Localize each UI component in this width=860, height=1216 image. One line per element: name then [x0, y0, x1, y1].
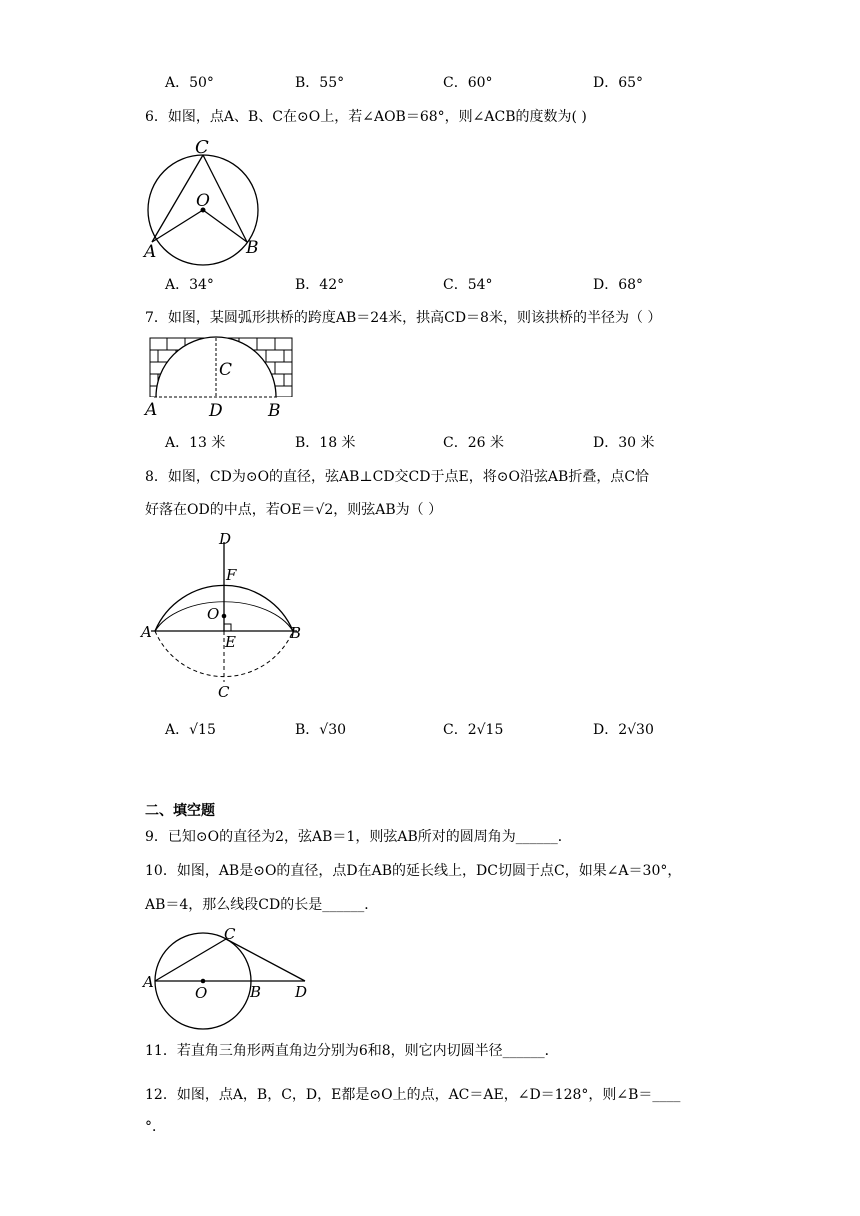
- q9-question: 9．已知⊙O的直径为2，弦AB＝1，则弦AB所对的圆周角为______．: [145, 829, 572, 845]
- q8-option-c: C．2√15: [443, 722, 504, 738]
- q6-label-o: O: [196, 191, 210, 211]
- q10-label-b: B: [250, 983, 262, 1001]
- q8-label-e: E: [225, 633, 236, 651]
- q6-figure: [140, 135, 270, 263]
- q5-option-b: B．55°: [295, 75, 345, 91]
- q10-label-d: D: [295, 983, 308, 1001]
- q8-option-a: A．√15: [165, 722, 216, 738]
- q10-label-o: O: [195, 984, 208, 1002]
- q7-label-a: A: [145, 400, 158, 420]
- q12-question-line2: °．: [145, 1119, 166, 1135]
- q7-option-c: C．26 米: [443, 435, 504, 451]
- q7-option-d: D．30 米: [593, 435, 655, 451]
- q7-label-b: B: [268, 401, 281, 421]
- q8-label-b: B: [290, 624, 302, 642]
- q8-option-b: B．√30: [295, 722, 347, 738]
- section-title: 二、填空题: [145, 803, 215, 819]
- q7-figure: [145, 335, 305, 423]
- q7-label-d: D: [209, 401, 223, 421]
- q8-question-line1: 8．如图，CD为⊙O的直径，弦AB⊥CD交CD于点E，将⊙O沿弦AB折叠，点C恰: [145, 469, 650, 485]
- q8-label-o: O: [207, 605, 220, 623]
- q5-option-c: C．60°: [443, 75, 493, 91]
- q6-question: 6．如图，点A、B、C在⊙O上，若∠AOB＝68°，则∠ACB的度数为( ): [145, 109, 587, 125]
- q6-option-a: A．34°: [165, 277, 214, 293]
- q8-label-d: D: [219, 530, 232, 548]
- q6-label-a: A: [144, 242, 157, 262]
- q10-question-line1: 10．如图，AB是⊙O的直径，点D在AB的延长线上，DC切圆于点C，如果∠A＝30°，: [145, 863, 682, 879]
- q5-option-a: A．50°: [165, 75, 214, 91]
- q7-option-a: A．13 米: [165, 435, 226, 451]
- q7-option-b: B．18 米: [295, 435, 356, 451]
- q10-label-c: C: [224, 925, 236, 943]
- q12-question-line1: 12．如图，点A，B，C，D，E都是⊙O上的点，AC＝AE，∠D＝128°，则∠B＝____: [145, 1087, 681, 1103]
- q6-label-c: C: [195, 137, 209, 158]
- q6-label-b: B: [246, 238, 259, 258]
- q10-label-a: A: [143, 973, 154, 991]
- q8-label-f: F: [226, 566, 237, 584]
- q11-question: 11．若直角三角形两直角边分别为6和8，则它内切圆半径______．: [145, 1043, 559, 1059]
- q6-option-c: C．54°: [443, 277, 493, 293]
- q6-option-b: B．42°: [295, 277, 345, 293]
- q8-label-c: C: [218, 683, 230, 701]
- q10-question-line2: AB＝4，那么线段CD的长是______．: [145, 897, 379, 913]
- q8-figure: [140, 530, 310, 705]
- q6-option-d: D．68°: [593, 277, 644, 293]
- q5-option-d: D．65°: [593, 75, 644, 91]
- q7-question: 7．如图，某圆弧形拱桥的跨度AB＝24米，拱高CD＝8米，则该拱桥的半径为（ ）: [145, 310, 662, 326]
- q10-figure: [140, 925, 315, 1030]
- q8-label-a: A: [141, 623, 152, 641]
- q8-option-d: D．2√30: [593, 722, 654, 738]
- q7-label-c: C: [219, 360, 233, 380]
- q8-question-line2: 好落在OD的中点，若OE＝√2，则弦AB为（ ）: [145, 502, 443, 518]
